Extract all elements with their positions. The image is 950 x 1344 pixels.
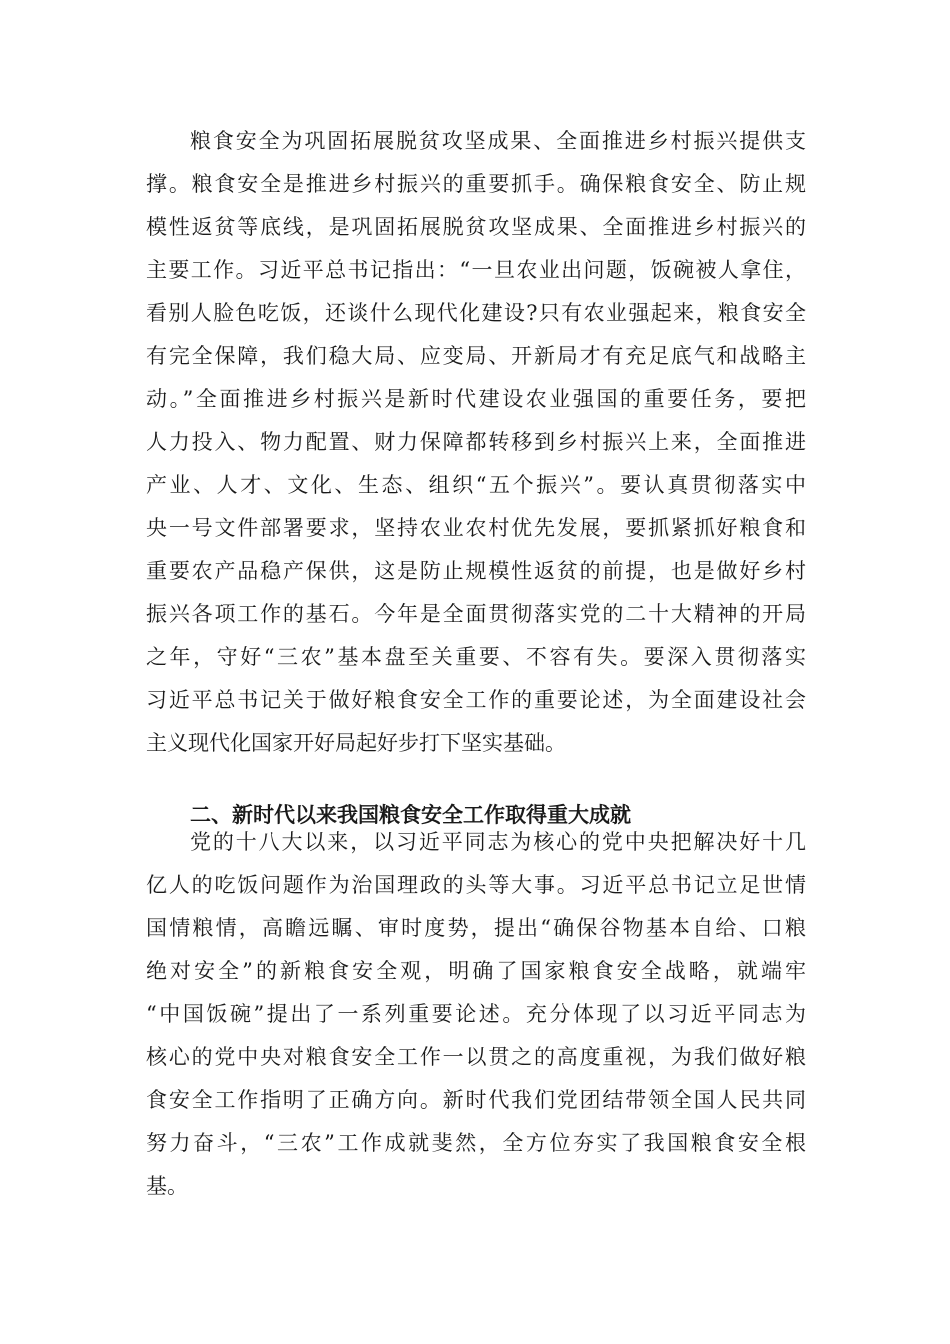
paragraph-1 <box>146 120 806 765</box>
paragraph-2 <box>146 821 806 1208</box>
paragraph-line: 国情粮情，高瞻远瞩、审时度势，提出“确保谷物基本自给、口粮 <box>146 916 806 940</box>
paragraph-line: 绝对安全”的新粮食安全观，明确了国家粮食安全战略，就端牢 <box>146 959 806 983</box>
paragraph-line: 撑。粮食安全是推进乡村振兴的重要抓手。确保粮食安全、防止规 <box>146 172 806 196</box>
paragraph-line: “中国饭碗”提出了一系列重要论述。充分体现了以习近平同志为 <box>146 1002 806 1026</box>
paragraph-line: 有完全保障，我们稳大局、应变局、开新局才有充足底气和战略主 <box>146 344 806 368</box>
paragraph-line: 模性返贫等底线，是巩固拓展脱贫攻坚成果、全面推进乡村振兴的 <box>146 215 806 239</box>
paragraph-line: 振兴各项工作的基石。今年是全面贯彻落实党的二十大精神的开局 <box>146 602 806 626</box>
paragraph-line: 努力奋斗，“三农”工作成就斐然，全方位夯实了我国粮食安全根 <box>146 1131 806 1155</box>
paragraph-line: 亿人的吃饭问题作为治国理政的头等大事。习近平总书记立足世情 <box>146 873 806 897</box>
paragraph-line: 看别人脸色吃饭，还谈什么现代化建设?只有农业强起来，粮食安全 <box>146 301 806 325</box>
paragraph-line: 之年，守好“三农”基本盘至关重要、不容有失。要深入贯彻落实 <box>146 645 806 669</box>
paragraph-line: 央一号文件部署要求，坚持农业农村优先发展，要抓紧抓好粮食和 <box>146 516 806 540</box>
paragraph-line: 党的十八大以来，以习近平同志为核心的党中央把解决好十几 <box>190 830 806 854</box>
paragraph-line: 基。 <box>146 1174 188 1198</box>
paragraph-line: 人力投入、物力配置、财力保障都转移到乡村振兴上来，全面推进 <box>146 430 806 454</box>
paragraph-line: 习近平总书记关于做好粮食安全工作的重要论述，为全面建设社会 <box>146 688 806 712</box>
paragraph-line: 动。”全面推进乡村振兴是新时代建设农业强国的重要任务，要把 <box>146 387 806 411</box>
paragraph-line: 食安全工作指明了正确方向。新时代我们党团结带领全国人民共同 <box>146 1088 806 1112</box>
paragraph-line: 核心的党中央对粮食安全工作一以贯之的高度重视，为我们做好粮 <box>146 1045 806 1069</box>
paragraph-line: 主要工作。习近平总书记指出：“一旦农业出问题，饭碗被人拿住， <box>146 258 806 282</box>
section-heading: 二、新时代以来我国粮食安全工作取得重大成就 <box>190 802 631 827</box>
paragraph-line: 产业、人才、文化、生态、组织“五个振兴”。要认真贯彻落实中 <box>146 473 806 497</box>
paragraph-line: 重要农产品稳产保供，这是防止规模性返贫的前提，也是做好乡村 <box>146 559 806 583</box>
paragraph-line: 主义现代化国家开好局起好步打下坚实基础。 <box>146 731 566 755</box>
paragraph-line: 粮食安全为巩固拓展脱贫攻坚成果、全面推进乡村振兴提供支 <box>190 129 806 153</box>
